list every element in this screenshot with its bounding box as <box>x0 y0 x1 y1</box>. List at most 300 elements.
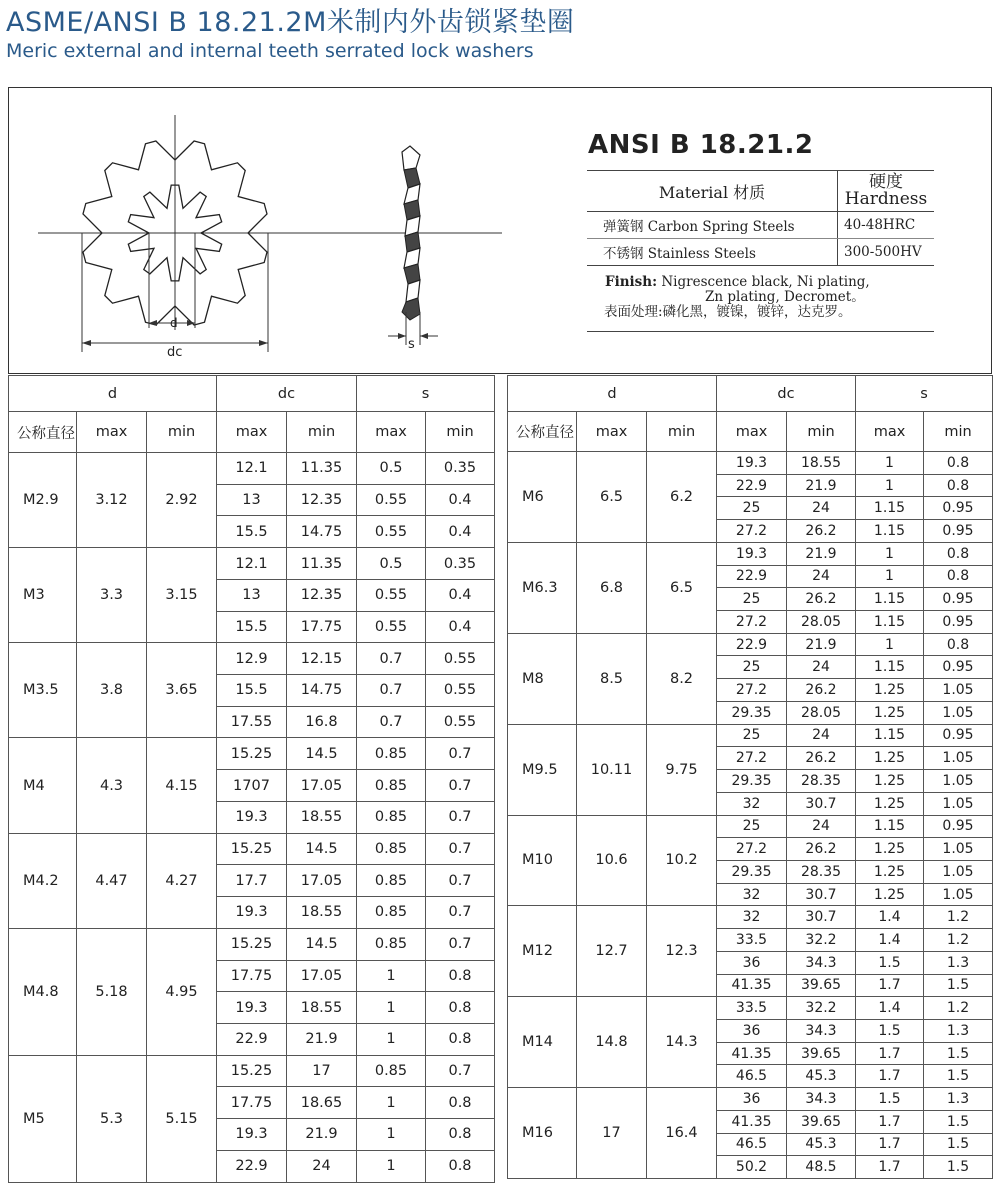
dc-max-cell: 15.25 <box>217 738 287 770</box>
s-max-cell: 1.7 <box>856 1133 924 1156</box>
dc-max-cell: 32 <box>717 906 787 929</box>
dc-max-cell: 22.9 <box>717 474 787 497</box>
s-max-cell: 1.25 <box>856 747 924 770</box>
s-min-cell: 0.4 <box>426 579 495 611</box>
dc-max-cell: 25 <box>717 815 787 838</box>
subheader-nominal: 公称直径 <box>9 412 77 453</box>
d-max-cell: 6.8 <box>577 542 647 633</box>
dc-min-cell: 24 <box>787 565 856 588</box>
dc-min-cell: 26.2 <box>787 588 856 611</box>
dc-min-cell: 26.2 <box>787 747 856 770</box>
finish-en-2: Zn plating, Decromet。 <box>705 289 865 305</box>
header-s: s <box>856 376 993 412</box>
table-row <box>9 548 495 580</box>
size-cell: M3.5 <box>9 643 77 738</box>
dc-min-cell: 32.2 <box>787 929 856 952</box>
s-min-cell: 1.05 <box>924 838 993 861</box>
dc-min-cell: 18.55 <box>287 801 357 833</box>
s-min-cell: 0.8 <box>924 542 993 565</box>
s-min-cell: 1.05 <box>924 701 993 724</box>
s-min-cell: 1.3 <box>924 951 993 974</box>
dc-min-cell: 21.9 <box>787 633 856 656</box>
size-cell: M6 <box>508 452 577 543</box>
dc-min-cell: 14.5 <box>287 833 357 865</box>
s-min-cell: 0.7 <box>426 897 495 929</box>
s-max-cell: 1.7 <box>856 1156 924 1179</box>
subheader-max: max <box>77 412 147 453</box>
s-max-cell: 1 <box>357 1119 426 1151</box>
dc-min-cell: 32.2 <box>787 997 856 1020</box>
s-min-cell: 1.5 <box>924 1042 993 1065</box>
s-min-cell: 0.95 <box>924 815 993 838</box>
d-min-cell: 12.3 <box>647 906 717 997</box>
subheader-min: min <box>287 412 357 453</box>
dc-min-cell: 12.35 <box>287 579 357 611</box>
subheader-nominal: 公称直径 <box>508 412 577 452</box>
s-max-cell: 0.85 <box>357 1055 426 1087</box>
dc-max-cell: 13 <box>217 579 287 611</box>
finish-label: Finish: <box>605 274 658 290</box>
dc-max-cell: 15.25 <box>217 833 287 865</box>
d-min-cell: 3.65 <box>147 643 217 738</box>
s-max-cell: 1 <box>856 542 924 565</box>
dc-min-cell: 26.2 <box>787 838 856 861</box>
material-spec-table <box>587 170 934 266</box>
s-min-cell: 0.8 <box>924 565 993 588</box>
s-max-cell: 0.85 <box>357 833 426 865</box>
header-d: d <box>508 376 717 412</box>
d-max-cell: 14.8 <box>577 997 647 1088</box>
table-row <box>508 1088 993 1111</box>
dc-max-cell: 32 <box>717 883 787 906</box>
dc-label: dc <box>167 345 183 360</box>
s-max-cell: 1.25 <box>856 883 924 906</box>
dc-max-cell: 15.5 <box>217 611 287 643</box>
dc-max-cell: 17.55 <box>217 706 287 738</box>
dc-min-cell: 39.65 <box>787 1042 856 1065</box>
s-max-cell: 1 <box>357 960 426 992</box>
dc-max-cell: 33.5 <box>717 997 787 1020</box>
dc-min-cell: 21.9 <box>287 1023 357 1055</box>
subheader-min: min <box>426 412 495 453</box>
s-max-cell: 1 <box>856 633 924 656</box>
s-min-cell: 0.8 <box>924 633 993 656</box>
table-row <box>508 724 993 747</box>
table-row <box>508 815 993 838</box>
dc-min-cell: 28.35 <box>787 860 856 883</box>
header-dc: dc <box>717 376 856 412</box>
s-min-cell: 1.05 <box>924 770 993 793</box>
d-max-cell: 4.3 <box>77 738 147 833</box>
s-max-cell: 0.85 <box>357 865 426 897</box>
dc-min-cell: 30.7 <box>787 883 856 906</box>
size-cell: M4 <box>9 738 77 833</box>
d-min-cell: 5.15 <box>147 1055 217 1182</box>
dc-min-cell: 45.3 <box>787 1065 856 1088</box>
s-min-cell: 0.8 <box>924 452 993 475</box>
hardness-header-cn: 硬度 <box>869 172 903 192</box>
s-max-cell: 1.25 <box>856 838 924 861</box>
dc-min-cell: 12.15 <box>287 643 357 675</box>
finish-cn: 表面处理:磷化黑，镀镍，镀锌，达克罗。 <box>604 304 852 320</box>
d-max-cell: 5.18 <box>77 928 147 1055</box>
s-max-cell: 1 <box>357 992 426 1024</box>
s-max-cell: 0.85 <box>357 897 426 929</box>
s-max-cell: 1.15 <box>856 520 924 543</box>
s-min-cell: 0.95 <box>924 588 993 611</box>
dc-min-cell: 18.55 <box>287 897 357 929</box>
dc-max-cell: 19.3 <box>717 452 787 475</box>
d-min-cell: 4.27 <box>147 833 217 928</box>
s-min-cell: 0.95 <box>924 611 993 634</box>
s-max-cell: 0.55 <box>357 611 426 643</box>
s-max-cell: 0.7 <box>357 675 426 707</box>
s-min-cell: 1.3 <box>924 1019 993 1042</box>
s-min-cell: 1.5 <box>924 1133 993 1156</box>
subheader-max: max <box>717 412 787 452</box>
s-min-cell: 0.95 <box>924 520 993 543</box>
table-row <box>508 997 993 1020</box>
dc-max-cell: 33.5 <box>717 929 787 952</box>
s-max-cell: 1.25 <box>856 860 924 883</box>
dc-max-cell: 36 <box>717 951 787 974</box>
s-min-cell: 0.7 <box>426 928 495 960</box>
finish-divider <box>587 331 934 332</box>
s-label: s <box>408 337 415 352</box>
s-max-cell: 1 <box>856 452 924 475</box>
s-max-cell: 0.85 <box>357 770 426 802</box>
d-min-cell: 8.2 <box>647 633 717 724</box>
finish-en-1: Nigrescence black, Ni plating, <box>661 274 870 290</box>
d-min-cell: 6.2 <box>647 452 717 543</box>
dc-max-cell: 32 <box>717 792 787 815</box>
s-min-cell: 0.95 <box>924 724 993 747</box>
s-min-cell: 1.3 <box>924 1088 993 1111</box>
size-cell: M3 <box>9 548 77 643</box>
size-cell: M4.2 <box>9 833 77 928</box>
d-max-cell: 12.7 <box>577 906 647 997</box>
table-row <box>508 452 993 475</box>
s-max-cell: 0.55 <box>357 516 426 548</box>
dc-min-cell: 39.65 <box>787 1110 856 1133</box>
s-max-cell: 1.25 <box>856 679 924 702</box>
s-max-cell: 0.7 <box>357 643 426 675</box>
s-max-cell: 0.55 <box>357 579 426 611</box>
d-min-cell: 4.15 <box>147 738 217 833</box>
s-max-cell: 0.5 <box>357 548 426 580</box>
dc-max-cell: 29.35 <box>717 701 787 724</box>
s-arrow-right <box>420 333 428 339</box>
hardness-stainless: 300-500HV <box>838 239 935 266</box>
s-min-cell: 1.5 <box>924 1156 993 1179</box>
dc-arrow-right <box>259 340 268 346</box>
dc-max-cell: 27.2 <box>717 611 787 634</box>
dc-min-cell: 17.05 <box>287 865 357 897</box>
s-min-cell: 1.2 <box>924 997 993 1020</box>
dc-max-cell: 19.3 <box>217 897 287 929</box>
s-max-cell: 1.15 <box>856 497 924 520</box>
dc-max-cell: 27.2 <box>717 520 787 543</box>
size-cell: M9.5 <box>508 724 577 815</box>
s-min-cell: 0.8 <box>426 1150 495 1182</box>
dc-min-cell: 34.3 <box>787 951 856 974</box>
table-row <box>9 1055 495 1087</box>
dc-min-cell: 26.2 <box>787 679 856 702</box>
dc-max-cell: 15.25 <box>217 1055 287 1087</box>
dc-max-cell: 1707 <box>217 770 287 802</box>
s-max-cell: 1.4 <box>856 906 924 929</box>
dc-max-cell: 46.5 <box>717 1133 787 1156</box>
s-max-cell: 0.85 <box>357 928 426 960</box>
dc-max-cell: 25 <box>717 497 787 520</box>
d-max-cell: 3.3 <box>77 548 147 643</box>
dc-max-cell: 22.9 <box>217 1023 287 1055</box>
s-min-cell: 0.7 <box>426 770 495 802</box>
s-max-cell: 1.7 <box>856 1110 924 1133</box>
s-min-cell: 0.95 <box>924 497 993 520</box>
s-max-cell: 0.85 <box>357 801 426 833</box>
dc-min-cell: 30.7 <box>787 906 856 929</box>
dc-max-cell: 41.35 <box>717 974 787 997</box>
table-row <box>508 906 993 929</box>
s-max-cell: 1 <box>357 1023 426 1055</box>
dc-max-cell: 36 <box>717 1088 787 1111</box>
dc-min-cell: 11.35 <box>287 548 357 580</box>
dc-min-cell: 28.05 <box>787 611 856 634</box>
page-title: ASME/ANSI B 18.21.2M米制内外齿锁紧垫圈 <box>6 7 575 38</box>
s-min-cell: 1.5 <box>924 1065 993 1088</box>
table-row <box>508 542 993 565</box>
dc-max-cell: 22.9 <box>717 633 787 656</box>
dc-min-cell: 21.9 <box>787 542 856 565</box>
d-min-cell: 14.3 <box>647 997 717 1088</box>
dc-max-cell: 27.2 <box>717 747 787 770</box>
size-cell: M5 <box>9 1055 77 1182</box>
table-row <box>9 643 495 675</box>
hardness-header <box>838 171 935 212</box>
s-max-cell: 1.15 <box>856 815 924 838</box>
s-min-cell: 1.2 <box>924 929 993 952</box>
dc-max-cell: 25 <box>717 724 787 747</box>
d-max-cell: 4.47 <box>77 833 147 928</box>
dc-max-cell: 29.35 <box>717 770 787 793</box>
d-min-cell: 10.2 <box>647 815 717 906</box>
s-max-cell: 1.25 <box>856 770 924 793</box>
right-dimension-table <box>507 375 993 1179</box>
dc-min-cell: 48.5 <box>787 1156 856 1179</box>
s-max-cell: 1.5 <box>856 1088 924 1111</box>
dc-min-cell: 17.05 <box>287 960 357 992</box>
dc-min-cell: 14.75 <box>287 516 357 548</box>
dc-min-cell: 14.5 <box>287 928 357 960</box>
size-cell: M12 <box>508 906 577 997</box>
dc-max-cell: 41.35 <box>717 1042 787 1065</box>
d-min-cell: 2.92 <box>147 453 217 548</box>
table-row <box>9 928 495 960</box>
header-d: d <box>9 376 217 412</box>
dc-min-cell: 34.3 <box>787 1088 856 1111</box>
spec-title: ANSI B 18.21.2 <box>588 130 814 160</box>
dc-min-cell: 30.7 <box>787 792 856 815</box>
s-max-cell: 1.25 <box>856 792 924 815</box>
dc-max-cell: 19.3 <box>217 801 287 833</box>
subheader-max: max <box>357 412 426 453</box>
left-dimension-table <box>8 375 495 1183</box>
s-min-cell: 0.55 <box>426 643 495 675</box>
dc-min-cell: 11.35 <box>287 453 357 485</box>
material-stainless: 不锈钢 Stainless Steels <box>587 239 838 266</box>
dc-min-cell: 24 <box>787 497 856 520</box>
s-max-cell: 1 <box>856 565 924 588</box>
dc-max-cell: 36 <box>717 1019 787 1042</box>
s-min-cell: 0.55 <box>426 675 495 707</box>
dc-max-cell: 17.75 <box>217 1087 287 1119</box>
s-max-cell: 1.5 <box>856 951 924 974</box>
d-arrow-left <box>149 320 157 326</box>
dc-min-cell: 21.9 <box>787 474 856 497</box>
header-s: s <box>357 376 495 412</box>
s-min-cell: 0.8 <box>924 474 993 497</box>
dc-max-cell: 22.9 <box>217 1150 287 1182</box>
subheader-max: max <box>217 412 287 453</box>
s-max-cell: 1.5 <box>856 1019 924 1042</box>
dc-max-cell: 41.35 <box>717 1110 787 1133</box>
dc-min-cell: 14.75 <box>287 675 357 707</box>
s-max-cell: 1.15 <box>856 656 924 679</box>
s-min-cell: 1.05 <box>924 883 993 906</box>
dc-max-cell: 25 <box>717 656 787 679</box>
dc-min-cell: 45.3 <box>787 1133 856 1156</box>
d-min-cell: 3.15 <box>147 548 217 643</box>
s-max-cell: 1.7 <box>856 1042 924 1065</box>
dc-max-cell: 15.5 <box>217 516 287 548</box>
dc-max-cell: 27.2 <box>717 838 787 861</box>
size-cell: M16 <box>508 1088 577 1179</box>
size-cell: M14 <box>508 997 577 1088</box>
table-row <box>9 833 495 865</box>
dc-min-cell: 18.55 <box>787 452 856 475</box>
hardness-header-en: Hardness <box>844 189 928 209</box>
s-min-cell: 0.8 <box>426 1087 495 1119</box>
d-label: d <box>170 316 178 330</box>
header-dc: dc <box>217 376 357 412</box>
material-carbon: 弹簧钢 Carbon Spring Steels <box>587 212 838 239</box>
size-cell: M4.8 <box>9 928 77 1055</box>
s-min-cell: 0.95 <box>924 656 993 679</box>
finish-note <box>605 275 930 320</box>
page-subtitle: Meric external and internal teeth serrated lock washers <box>6 40 534 62</box>
dc-min-cell: 14.5 <box>287 738 357 770</box>
s-max-cell: 1.25 <box>856 701 924 724</box>
dc-max-cell: 27.2 <box>717 679 787 702</box>
subheader-min: min <box>787 412 856 452</box>
s-max-cell: 1.7 <box>856 974 924 997</box>
dc-max-cell: 12.1 <box>217 453 287 485</box>
d-max-cell: 8.5 <box>577 633 647 724</box>
s-min-cell: 1.05 <box>924 679 993 702</box>
dc-max-cell: 50.2 <box>717 1156 787 1179</box>
s-max-cell: 1 <box>357 1150 426 1182</box>
s-min-cell: 0.7 <box>426 738 495 770</box>
dc-max-cell: 12.9 <box>217 643 287 675</box>
s-max-cell: 1.15 <box>856 588 924 611</box>
dc-min-cell: 24 <box>287 1150 357 1182</box>
dc-max-cell: 46.5 <box>717 1065 787 1088</box>
subheader-max: max <box>856 412 924 452</box>
d-max-cell: 6.5 <box>577 452 647 543</box>
dc-min-cell: 17 <box>287 1055 357 1087</box>
dc-min-cell: 16.8 <box>287 706 357 738</box>
dc-min-cell: 28.35 <box>787 770 856 793</box>
s-max-cell: 0.5 <box>357 453 426 485</box>
s-max-cell: 1.4 <box>856 929 924 952</box>
dc-max-cell: 15.25 <box>217 928 287 960</box>
s-min-cell: 0.8 <box>426 960 495 992</box>
dc-max-cell: 17.7 <box>217 865 287 897</box>
d-max-cell: 10.6 <box>577 815 647 906</box>
dc-max-cell: 19.3 <box>217 992 287 1024</box>
s-min-cell: 1.5 <box>924 1110 993 1133</box>
s-min-cell: 0.8 <box>426 1119 495 1151</box>
dc-min-cell: 18.55 <box>287 992 357 1024</box>
s-max-cell: 1.15 <box>856 611 924 634</box>
dc-max-cell: 19.3 <box>217 1119 287 1151</box>
material-header: Material 材质 <box>587 171 838 212</box>
s-min-cell: 1.05 <box>924 860 993 883</box>
s-min-cell: 0.4 <box>426 611 495 643</box>
d-max-cell: 5.3 <box>77 1055 147 1182</box>
d-max-cell: 3.8 <box>77 643 147 738</box>
s-min-cell: 0.8 <box>426 992 495 1024</box>
size-cell: M10 <box>508 815 577 906</box>
d-max-cell: 17 <box>577 1088 647 1179</box>
s-max-cell: 1.4 <box>856 997 924 1020</box>
s-min-cell: 0.4 <box>426 484 495 516</box>
dc-min-cell: 17.05 <box>287 770 357 802</box>
dc-min-cell: 21.9 <box>287 1119 357 1151</box>
dc-max-cell: 12.1 <box>217 548 287 580</box>
dc-max-cell: 15.5 <box>217 675 287 707</box>
table-row <box>9 738 495 770</box>
d-max-cell: 3.12 <box>77 453 147 548</box>
subheader-max: max <box>577 412 647 452</box>
dc-min-cell: 39.65 <box>787 974 856 997</box>
s-min-cell: 0.35 <box>426 453 495 485</box>
s-min-cell: 0.55 <box>426 706 495 738</box>
dc-max-cell: 29.35 <box>717 860 787 883</box>
s-max-cell: 1.7 <box>856 1065 924 1088</box>
dc-max-cell: 19.3 <box>717 542 787 565</box>
dc-arrow-left <box>82 340 91 346</box>
s-min-cell: 0.8 <box>426 1023 495 1055</box>
dc-max-cell: 17.75 <box>217 960 287 992</box>
size-cell: M6.3 <box>508 542 577 633</box>
s-min-cell: 0.7 <box>426 1055 495 1087</box>
dc-max-cell: 13 <box>217 484 287 516</box>
subheader-min: min <box>924 412 993 452</box>
table-row <box>9 453 495 485</box>
s-min-cell: 1.05 <box>924 792 993 815</box>
subheader-min: min <box>147 412 217 453</box>
s-min-cell: 0.4 <box>426 516 495 548</box>
size-cell: M2.9 <box>9 453 77 548</box>
d-min-cell: 9.75 <box>647 724 717 815</box>
dc-min-cell: 24 <box>787 724 856 747</box>
size-cell: M8 <box>508 633 577 724</box>
dc-min-cell: 17.75 <box>287 611 357 643</box>
d-max-cell: 10.11 <box>577 724 647 815</box>
dc-min-cell: 18.65 <box>287 1087 357 1119</box>
